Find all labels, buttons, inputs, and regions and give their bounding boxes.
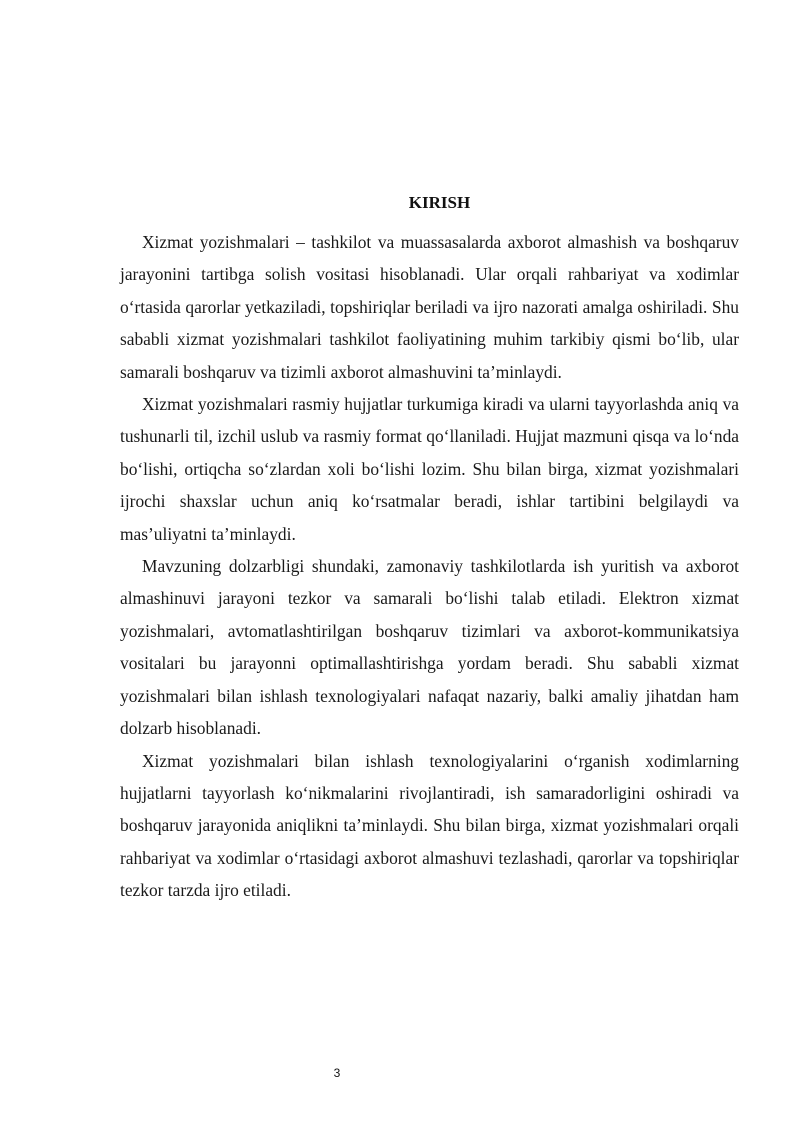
page-number: 3 (333, 1066, 341, 1080)
paragraph: Mavzuning dolzarbligi shundaki, zamonaviy tashkilotlarda ish yuritish va axborot almashinuvi jarayoni tezkor va samarali boʻlishi talab etiladi. Elektron xizmat yozishmalari, avtomatlashtirilgan boshqaruv tizimlari va axborot-kommunikatsiya vositalari bu jarayonni optimallashtirishga yordam beradi. Shu sababli xizmat yozishmalari bilan ishlash texnologiyalari nafaqat nazariy, balki amaliy jihatdan ham dolzarb hisoblanadi. (120, 556, 739, 739)
paragraph: Xizmat yozishmalari bilan ishlash texnologiyalarini oʻrganish xodimlarning hujjatlarni tayyorlash koʻnikmalarini rivojlantiradi, ish samaradorligini oshiradi va boshqaruv jarayonida aniqlikni taʼminlaydi. Shu bilan birga, xizmat yozishmalari orqali rahbariyat va xodimlar oʻrtasidagi axborot almashuvi tezlashadi, qarorlar va topshiriqlar tezkor tarzda ijro etiladi. (120, 750, 739, 901)
paragraph: Xizmat yozishmalari – tashkilot va muassasalarda axborot almashish va boshqaruv jarayonini tartibga solish vositasi hisoblanadi. Ular orqali rahbariyat va xodimlar oʻrtasida qarorlar yetkaziladi, topshiriqlar beriladi va ijro nazorati amalga oshiriladi. Shu sababli xizmat yozishmalari tashkilot faoliyatining muhim tarkibiy qismi boʻlib, ular samarali boshqaruv va tizimli axborot almashuvini taʼminlaydi. (120, 232, 739, 382)
body-text (120, 226, 739, 907)
section-heading: KIRISH (408, 193, 471, 212)
paragraph: Xizmat yozishmalari rasmiy hujjatlar turkumiga kiradi va ularni tayyorlashda aniq va tushunarli til, izchil uslub va rasmiy format qoʻllaniladi. Hujjat mazmuni qisqa va loʻnda boʻlishi, ortiqcha soʻzlardan xoli boʻlishi lozim. Shu bilan birga, xizmat yozishmalari ijrochi shaxslar uchun aniq koʻrsatmalar beradi, ishlar tartibini belgilaydi va masʼuliyatni taʼminlaydi. (120, 394, 739, 544)
